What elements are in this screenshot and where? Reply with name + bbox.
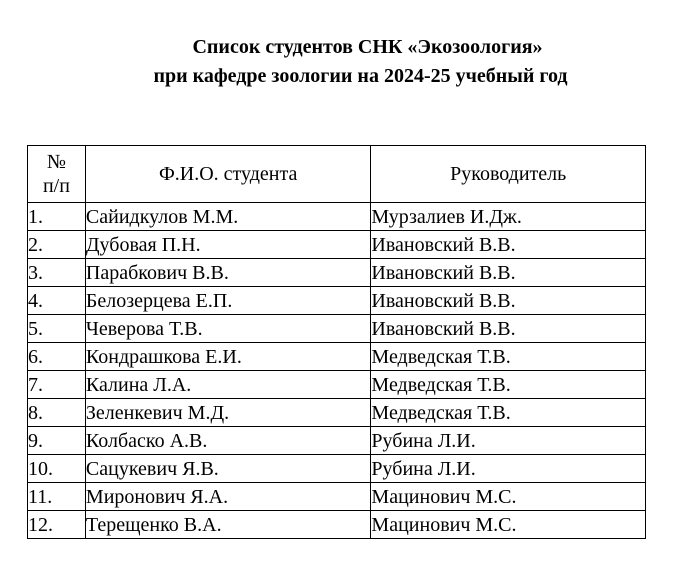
row-number: 9. <box>28 427 86 455</box>
student-name: Сацукевич Я.В. <box>85 455 371 483</box>
header-supervisor: Руководитель <box>371 146 646 203</box>
student-name: Зеленкевич М.Д. <box>85 399 371 427</box>
row-number: 10. <box>28 455 86 483</box>
student-name: Парабкович В.В. <box>85 259 371 287</box>
table-row <box>28 427 646 455</box>
supervisor-name: Рубина Л.И. <box>371 427 646 455</box>
supervisor-name: Медведская Т.В. <box>371 371 646 399</box>
table-row <box>28 231 646 259</box>
student-name: Колбаско А.В. <box>85 427 371 455</box>
student-name: Чеверова Т.В. <box>85 315 371 343</box>
student-name: Калина Л.А. <box>85 371 371 399</box>
student-name: Терещенко В.А. <box>85 511 371 539</box>
table-row <box>28 287 646 315</box>
table-row <box>28 455 646 483</box>
supervisor-name: Рубина Л.И. <box>371 455 646 483</box>
row-number: 8. <box>28 399 86 427</box>
table-row <box>28 371 646 399</box>
supervisor-name: Мацинович М.С. <box>371 483 646 511</box>
students-table <box>27 145 646 539</box>
table-header-row <box>28 146 646 203</box>
table-row <box>28 315 646 343</box>
row-number: 2. <box>28 231 86 259</box>
header-number-symbol: № <box>46 151 66 173</box>
supervisor-name: Ивановский В.В. <box>371 315 646 343</box>
supervisor-name: Медведская Т.В. <box>371 399 646 427</box>
row-number: 12. <box>28 511 86 539</box>
header-student-name: Ф.И.О. студента <box>85 146 371 203</box>
row-number: 4. <box>28 287 86 315</box>
row-number: 11. <box>28 483 86 511</box>
table-body <box>28 203 646 539</box>
supervisor-name: Медведская Т.В. <box>371 343 646 371</box>
student-name: Миронович Я.А. <box>85 483 371 511</box>
supervisor-name: Мацинович М.С. <box>371 511 646 539</box>
row-number: 6. <box>28 343 86 371</box>
table-row <box>28 511 646 539</box>
title-line-2: при кафедре зоологии на 2024-25 учебный год <box>153 65 568 87</box>
supervisor-name: Ивановский В.В. <box>371 231 646 259</box>
supervisor-name: Ивановский В.В. <box>371 287 646 315</box>
header-number-abbrev: п/п <box>42 175 70 197</box>
table-row <box>28 399 646 427</box>
row-number: 5. <box>28 315 86 343</box>
student-name: Белозерцева Е.П. <box>85 287 371 315</box>
table-row <box>28 483 646 511</box>
document-title <box>0 33 683 91</box>
student-name: Дубовая П.Н. <box>85 231 371 259</box>
supervisor-name: Мурзалиев И.Дж. <box>371 203 646 231</box>
table-row <box>28 343 646 371</box>
row-number: 7. <box>28 371 86 399</box>
table-row <box>28 259 646 287</box>
row-number: 1. <box>28 203 86 231</box>
table-row <box>28 203 646 231</box>
row-number: 3. <box>28 259 86 287</box>
title-line-1: Список студентов СНК «Экозоология» <box>192 36 543 58</box>
supervisor-name: Ивановский В.В. <box>371 259 646 287</box>
header-number <box>28 146 86 203</box>
student-name: Сайидкулов М.М. <box>85 203 371 231</box>
student-name: Кондрашкова Е.И. <box>85 343 371 371</box>
